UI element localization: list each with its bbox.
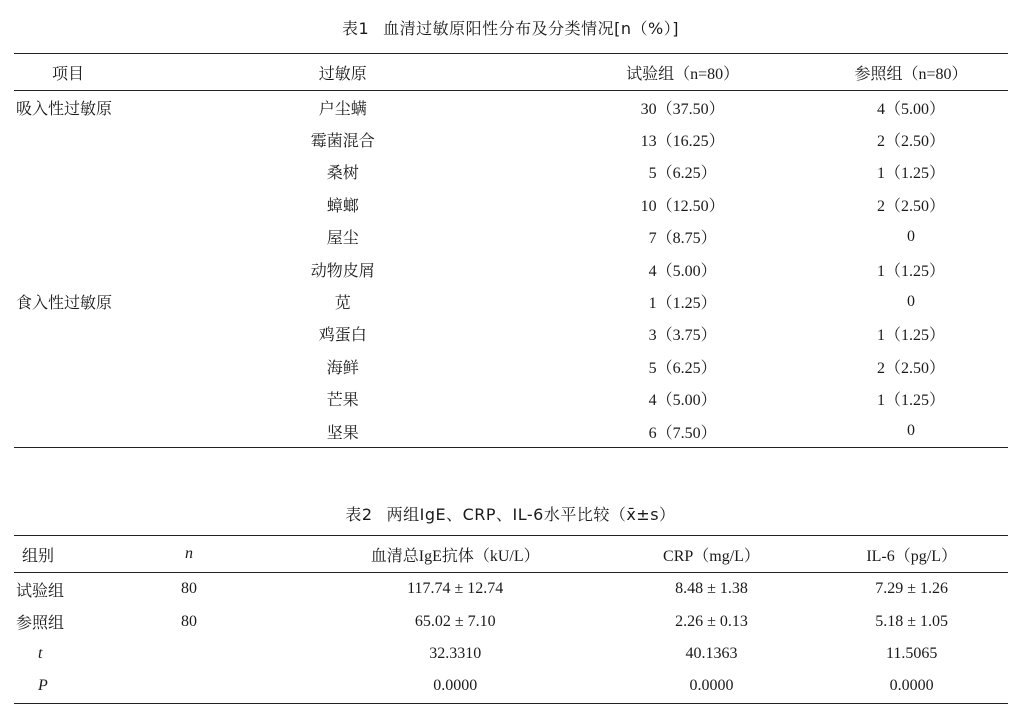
- category-cell: [14, 318, 224, 350]
- il6-cell: 7.29 ± 1.26: [875, 580, 949, 598]
- table2-row: [14, 638, 1008, 670]
- category-cell: [14, 123, 224, 155]
- group-cell: [14, 670, 125, 703]
- category-cell: 食入性过敏原: [16, 295, 113, 313]
- ref-group-cell: 0: [907, 422, 916, 440]
- ref-group-cell: 1（1.25）: [877, 262, 946, 280]
- allergen-cell: 霉菌混合: [310, 133, 375, 151]
- test-group-cell: 5（6.25）: [648, 165, 717, 183]
- table2-header-row: [14, 536, 1008, 573]
- allergen-cell: 坚果: [326, 424, 359, 442]
- group-cell: 参照组: [16, 615, 65, 633]
- table2-number: 表2: [345, 505, 373, 524]
- n-symbol: n: [184, 545, 193, 562]
- table1-header-row: [14, 54, 1008, 91]
- crp-cell: 8.48 ± 1.38: [675, 580, 748, 598]
- table1-header-allergen: 过敏原: [224, 54, 551, 91]
- ige-cell: 0.0000: [433, 677, 478, 695]
- table2-title: 两组IgE、CRP、IL-6水平比较（x̄±s）: [386, 505, 676, 524]
- allergen-cell: 芒果: [326, 392, 359, 410]
- table2-caption: [0, 502, 1021, 525]
- table1-body: [14, 91, 1008, 448]
- crp-cell: 40.1363: [685, 644, 738, 662]
- allergen-cell: 桑树: [326, 165, 359, 183]
- table2-row: [14, 670, 1008, 703]
- ige-cell: 32.3310: [429, 644, 482, 662]
- table1-row: [14, 383, 1008, 415]
- table1-title: 血清过敏原阳性分布及分类情况[n（%）]: [383, 19, 680, 38]
- test-group-cell: 1（1.25）: [648, 295, 717, 313]
- ref-group-cell: 2（2.50）: [877, 197, 946, 215]
- table1-row: [14, 285, 1008, 317]
- ref-group-cell: 4（5.00）: [877, 100, 946, 118]
- table2-row: [14, 605, 1008, 637]
- ige-cell: 65.02 ± 7.10: [414, 612, 496, 630]
- il6-cell: 11.5065: [885, 644, 938, 662]
- allergen-cell: 动物皮屑: [310, 262, 375, 280]
- il6-cell: 0.0000: [889, 677, 934, 695]
- test-group-cell: 10（12.50）: [640, 197, 725, 215]
- table1-row: [14, 253, 1008, 285]
- test-group-cell: 6（7.50）: [648, 424, 717, 442]
- ref-group-cell: 1（1.25）: [877, 392, 946, 410]
- ref-group-cell: 0: [907, 292, 916, 310]
- ref-group-cell: 2（2.50）: [877, 133, 946, 151]
- category-cell: [14, 156, 224, 188]
- ige-crp-il6-comparison-table: [14, 535, 1008, 704]
- category-cell: 吸入性过敏原: [16, 100, 113, 118]
- test-group-cell: 7（8.75）: [648, 230, 717, 248]
- ref-group-cell: 0: [907, 227, 916, 245]
- table2-header-n: [125, 536, 303, 573]
- allergen-cell: 海鲜: [326, 359, 359, 377]
- table1-row: [14, 318, 1008, 350]
- stat-symbol: P: [38, 677, 48, 695]
- table1-header-ref-group: 参照组（n=80）: [814, 54, 1008, 91]
- table1-row: [14, 188, 1008, 220]
- test-group-cell: 4（5.00）: [648, 392, 717, 410]
- allergen-cell: 户尘螨: [318, 100, 367, 118]
- allergen-cell: 鸡蛋白: [318, 327, 367, 345]
- group-cell: [14, 638, 125, 670]
- crp-cell: 2.26 ± 0.13: [675, 612, 748, 630]
- category-cell: [14, 383, 224, 415]
- table1-header-test-group: 试验组（n=80）: [551, 54, 814, 91]
- table1-row: [14, 221, 1008, 253]
- table1-row: [14, 350, 1008, 382]
- category-cell: [14, 415, 224, 448]
- table2-row: [14, 573, 1008, 606]
- allergen-cell: 屋尘: [326, 230, 359, 248]
- test-group-cell: 3（3.75）: [648, 327, 717, 345]
- n-cell: [125, 638, 303, 670]
- allergen-cell: 苋: [334, 295, 351, 313]
- table2-header-crp: CRP（mg/L）: [608, 536, 816, 573]
- category-cell: [14, 221, 224, 253]
- n-cell: 80: [180, 580, 197, 598]
- stat-symbol: t: [38, 644, 43, 662]
- ige-cell: 117.74 ± 12.74: [407, 580, 504, 598]
- table2-header-ige: 血清总IgE抗体（kU/L）: [303, 536, 608, 573]
- table1-row: [14, 415, 1008, 448]
- test-group-cell: 30（37.50）: [640, 100, 725, 118]
- ref-group-cell: 2（2.50）: [877, 359, 946, 377]
- table1-row: [14, 156, 1008, 188]
- test-group-cell: 13（16.25）: [640, 133, 725, 151]
- category-cell: [14, 188, 224, 220]
- category-cell: [14, 350, 224, 382]
- ref-group-cell: 1（1.25）: [877, 165, 946, 183]
- il6-cell: 5.18 ± 1.05: [875, 612, 949, 630]
- table1-row: [14, 91, 1008, 124]
- table2-header-group: 组别: [14, 536, 125, 573]
- test-group-cell: 4（5.00）: [648, 262, 717, 280]
- table2-body: [14, 573, 1008, 704]
- test-group-cell: 5（6.25）: [648, 359, 717, 377]
- table2-header-il6: IL-6（pg/L）: [815, 536, 1008, 573]
- n-cell: [125, 670, 303, 703]
- n-cell: 80: [180, 612, 197, 630]
- allergen-cell: 蟑螂: [326, 197, 359, 215]
- table1-number: 表1: [341, 19, 370, 38]
- category-cell: [14, 253, 224, 285]
- table1-caption: [0, 16, 1021, 39]
- group-cell: 试验组: [16, 582, 65, 600]
- table1-row: [14, 123, 1008, 155]
- ref-group-cell: 1（1.25）: [877, 327, 946, 345]
- crp-cell: 0.0000: [689, 677, 734, 695]
- allergen-distribution-table: [14, 53, 1008, 448]
- table1-header-item: 项目: [14, 54, 224, 91]
